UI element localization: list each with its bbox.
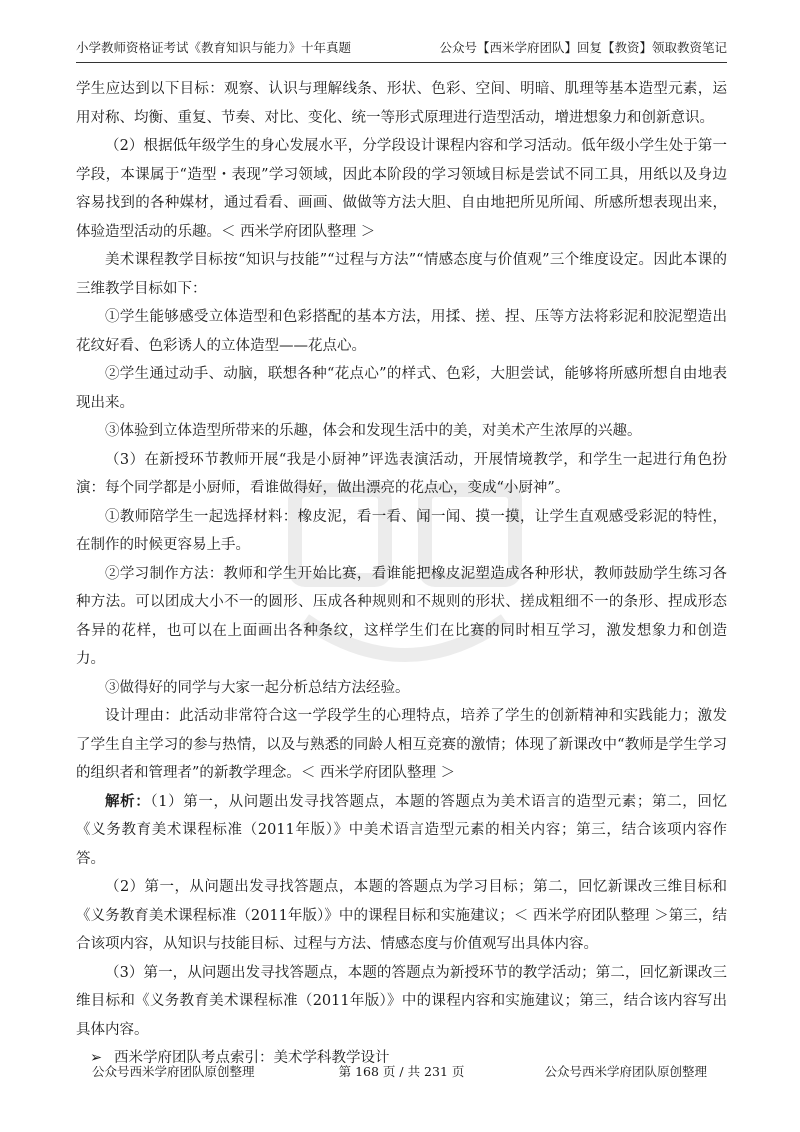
paragraph: ③体验到立体造型所带来的乐趣，体会和发现生活中的美，对美术产生浓厚的兴趣。 [105, 423, 642, 439]
footer-right: 公众号西米学府团队原创整理 [544, 1064, 707, 1079]
arrow-bullet-icon: ➢ [90, 1050, 103, 1066]
paragraph: ②学生通过动手、动脑，联想各种“花点心”的样式、色彩，大胆尝试，能够将所感所想自由地表现出来。 [76, 366, 727, 411]
header-promo: 公众号【西米学府团队】回复【教资】领取教资笔记 [439, 40, 727, 55]
paragraph: ③做得好的同学与大家一起分析总结方法经验。 [105, 679, 410, 696]
page-number: 第 168 页 / 共 231 页 [338, 1064, 465, 1079]
paragraph: ①教师陪学生一起选择材料：橡皮泥，看一看、闻一闻、摸一摸，让学生直观感受彩泥的特性，在制作的时候更容易上手。 [76, 508, 727, 553]
analysis-paragraph [76, 788, 727, 874]
footer-left: 公众号西米学府团队原创整理 [92, 1064, 255, 1079]
header-book-title: 小学教师资格证考试《教育知识与能力》十年真题 [76, 40, 352, 55]
analysis-text: （1）第一，从问题出发寻找答题点，本题的答题点为美术语言的造型元素；第二，回忆《义务教育美术课程标准（2011年版）》中美术语言造型元素的相关内容；第三，结合该项内容作答。 [76, 793, 727, 867]
keypoint-text: 西米学府团队考点索引：美术学科教学设计 [114, 1050, 390, 1066]
analysis-label: 解析： [105, 792, 151, 810]
paragraph: （3）在新授环节教师开展“我是小厨神”评选表演活动，开展情境教学，和学生一起进行角色扮演：每个同学都是小厨师，看谁做得好，做出漂亮的花点心，变成“小厨神”。 [76, 451, 727, 496]
analysis-paragraph: （2）第一，从问题出发寻找答题点，本题的答题点为学习目标；第二，回忆新课改三维目标和《义务教育美术课程标准（2011年版）》中的课程目标和实施建议；＜ 西米学府团队整理 ＞第三，结合该项内容，从知识与技能目标、过程与方法、情感态度与价值观写出具体内容。 [76, 879, 727, 952]
analysis-paragraph: （3）第一，从问题出发寻找答题点，本题的答题点为新授环节的教学活动；第二，回忆新课改三维目标和《义务教育美术课程标准（2011年版）》中的课程内容和实施建议；第三，结合该内容写出具体内容。 [76, 964, 727, 1038]
paragraph: ②学习制作方法：教师和学生开始比赛，看谁能把橡皮泥塑造成各种形状，教师鼓励学生练习各种方法。可以团成大小不一的圆形、压成各种规则和不规则的形状、搓成粗细不一的条形、捏成形态各异的花样，也可以在上面画出各种条纹，这样学生们在比赛的同时相互学习，激发想象力和创造力。 [76, 565, 727, 667]
paragraph: 美术课程教学目标按“知识与技能”“过程与方法”“情感态度与价值观”三个维度设定。因此本课的三维教学目标如下： [76, 252, 727, 297]
document-body [76, 75, 727, 1073]
paragraph: 设计理由：此活动非常符合这一学段学生的心理特点，培养了学生的创新精神和实践能力；激发了学生自主学习的参与热情，以及与熟悉的同龄人相互竞赛的激情；体现了新课改中“教师是学生学习的组织者和管理者”的新教学理念。＜ 西米学府团队整理 ＞ [76, 708, 727, 781]
paragraph: 学生应达到以下目标：观察、认识与理解线条、形状、色彩、空间、明暗、肌理等基本造型元素，运用对称、均衡、重复、节奏、对比、变化、统一等形式原理进行造型活动，增进想象力和创新意识。 [76, 81, 727, 126]
header-divider [76, 62, 727, 63]
paragraph: ①学生能够感受立体造型和色彩搭配的基本方法，用揉、搓、捏、压等方法将彩泥和胶泥塑造出花纹好看、色彩诱人的立体造型——花点心。 [76, 309, 727, 354]
paragraph: （2）根据低年级学生的身心发展水平，分学段设计课程内容和学习活动。低年级小学生处于第一学段，本课属于“造型・表现”学习领域，因此本阶段的学习领域目标是尝试不同工具，用纸以及身边容易找到的各种媒材，通过看看、画画、做做等方法大胆、自由地把所见所闻、所感所想表现出来，体验造型活动的乐趣。＜ 西米学府团队整理 ＞ [76, 138, 727, 240]
